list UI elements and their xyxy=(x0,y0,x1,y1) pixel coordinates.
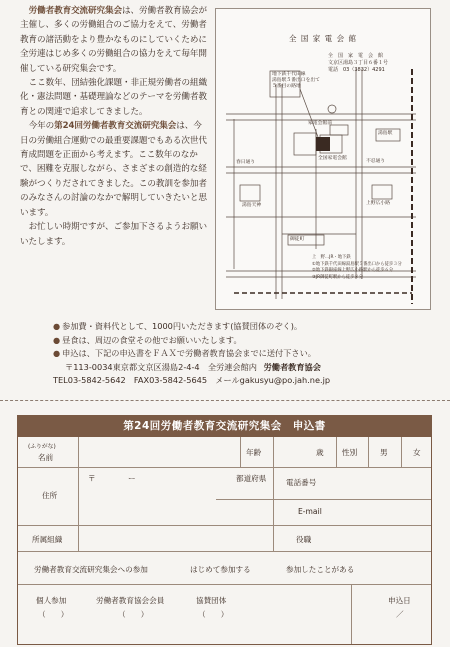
sponsor-paren[interactable]: （ ） xyxy=(198,610,229,619)
prefecture-label: 都道府県 xyxy=(236,474,267,483)
first-time-option[interactable]: はじめて参加する xyxy=(190,565,251,574)
map-label-kaikan-cross: 家電会館前 xyxy=(308,121,332,126)
map-label-kasuga: 春日通り xyxy=(236,160,256,165)
participation-label: 労働者教育交流研究集会への参加 xyxy=(34,565,148,574)
intro-paragraph-2: ここ数年、団結強化課題・非正規労働者の組織化・憲法問題・基礎理論などのテーマを労働者教育との関連で追求してきました。 xyxy=(20,78,207,117)
map-label-shinobazu: 不忍通り xyxy=(366,159,386,164)
map-label-tenjin: 湯島天神 xyxy=(242,203,262,208)
org-field[interactable] xyxy=(80,527,270,549)
note-postal: 〒113-0034東京都文京区湯島2-4-4 全労連会館内 労働者教育協会 xyxy=(53,361,433,375)
postal-mark: 〒 xyxy=(88,474,96,483)
role-label: 役職 xyxy=(296,535,312,544)
form-rule xyxy=(18,467,431,468)
intro-text xyxy=(20,4,210,249)
form-rule xyxy=(368,437,369,467)
form-title: 第24回労働者教育交流研究集会 申込書 xyxy=(17,415,432,437)
form-rule xyxy=(351,584,352,644)
individual-label[interactable]: 個人参加 xyxy=(36,596,67,605)
name-label: 名前 xyxy=(38,453,54,462)
sex-label: 性別 xyxy=(342,448,358,457)
map-title: 全 国 家 電 会 館 xyxy=(289,34,357,43)
note-apply: ● 申込は、下記の申込書をＦＡＸで労働者教育協会までに送付下さい。 xyxy=(53,348,316,359)
cut-line xyxy=(0,400,450,401)
intro-paragraph-1: 労働者教育交流研究集会は、労働者教育協会が主催し、多くの労働組合のご協力をえて、労働者教育の諸活動をより豊かなものにしていくために全労連はじめ多くの労働組合の協力をえて毎年開催している研究集会です。 xyxy=(20,6,207,74)
member-label[interactable]: 労働者教育協会会員 xyxy=(96,596,165,605)
form-body xyxy=(17,437,432,645)
organizer: 労働者教育協会 xyxy=(263,361,321,372)
phone-label: 電話番号 xyxy=(286,478,317,487)
note-lunch: ● 昼食は、周辺の食堂その他でお願いいたします。 xyxy=(53,334,242,345)
event-name-24th: 第24回労働者教育交流研究集会 xyxy=(54,121,177,132)
access-info: 上 野…JR・地下鉄 ①地下鉄千代田線湯島駅５番出口から徒歩３分 ②地下鉄銀座線上野広小路駅から徒歩６分 ③JR御徒町駅から徒歩８分 xyxy=(312,255,402,280)
note-fee: ● 参加費・資料代として、1000円いただきます(協賛団体のぞく)。 xyxy=(53,321,303,331)
form-rule xyxy=(401,437,402,467)
application-form xyxy=(17,415,432,645)
form-rule xyxy=(273,525,274,551)
apply-date-label: 申込日 xyxy=(388,596,411,605)
individual-paren[interactable]: （ ） xyxy=(38,610,69,619)
intro-paragraph-3: 今年の第24回労働者教育交流研究集会は、今日の労働組合運動での最重要課題でもある次世代育成問題を正面から考えます。ここ数年のなかで、困難を克服しながら、さまざまの創造的な経験がつくりだされてきました。この教訓を参加者のみなさんの討論のなかで解明していきたいと思います。 xyxy=(20,121,207,218)
org-label: 所属組織 xyxy=(32,535,63,544)
form-rule xyxy=(78,437,79,551)
form-rule xyxy=(273,437,274,525)
sex-male-option[interactable]: 男 xyxy=(380,448,388,457)
name-field[interactable] xyxy=(80,439,238,465)
postal-dash: ー xyxy=(128,474,136,483)
station-note: 地下鉄千代田線 湯島駅５番出口を出て ５番目の路地 xyxy=(272,72,320,89)
form-rule xyxy=(336,437,337,467)
venue-map xyxy=(215,8,431,310)
attended-option[interactable]: 参加したことがある xyxy=(286,565,355,574)
form-rule xyxy=(18,584,431,585)
sponsor-label[interactable]: 協賛団体 xyxy=(196,596,227,605)
map-label-ueno-hirokoji: 上野広小路 xyxy=(366,201,390,206)
age-label: 年齢 xyxy=(246,448,262,457)
venue-address: 全 国 家 電 会 館 文京区湯島３丁目６番１号 電話 03（3832）4291 xyxy=(328,53,389,73)
notes xyxy=(53,320,433,388)
form-rule xyxy=(18,551,431,552)
furigana-label: (ふりがな) xyxy=(28,444,56,450)
member-paren[interactable]: （ ） xyxy=(118,610,149,619)
map-label-okachimachi: 御徒町 xyxy=(290,237,305,242)
map-label-yushima-station: 湯島駅 xyxy=(378,131,393,136)
form-rule xyxy=(240,437,241,467)
apply-date-field[interactable]: ／ xyxy=(396,610,404,619)
intro-paragraph-4: お忙しい時期ですが、ご参加下さるようお願いいたします。 xyxy=(20,222,207,247)
address-label: 住所 xyxy=(42,491,58,500)
form-rule xyxy=(18,525,431,526)
address-field[interactable] xyxy=(80,485,270,523)
note-contact: TEL03-5842-5642 FAX03-5842-5645 メールgakusyu@po.jah.ne.jp xyxy=(53,375,331,386)
event-name: 労働者教育交流研究集会 xyxy=(28,6,123,16)
email-label: E-mail xyxy=(298,507,322,516)
sex-female-option[interactable]: 女 xyxy=(413,448,421,457)
map-label-kaikan: 全国家電会館 xyxy=(318,156,347,161)
age-unit: 歳 xyxy=(316,448,324,457)
